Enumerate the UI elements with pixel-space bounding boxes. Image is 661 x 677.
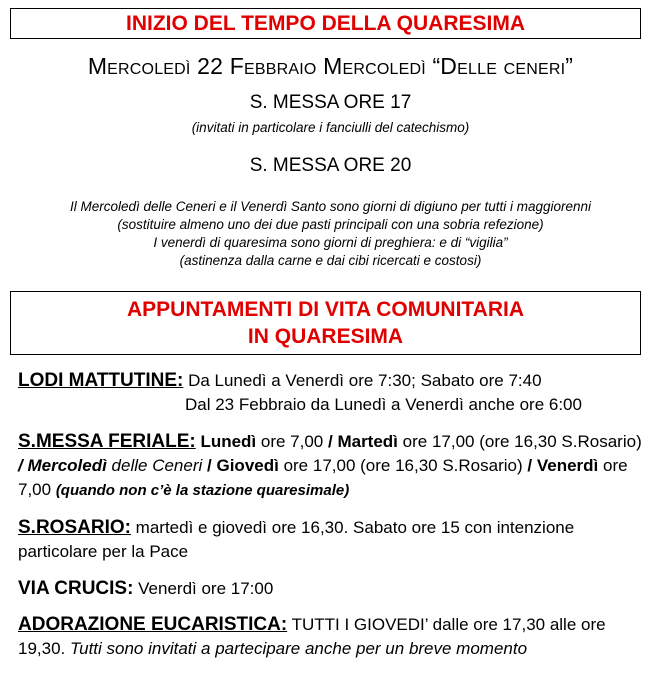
day-lunedi: Lunedì [200, 432, 257, 451]
header-lent-start: INIZIO DEL TEMPO DELLA QUARESIMA [125, 12, 525, 35]
feriale-text: ore 17,00 (ore 16,30 S.Rosario) [397, 432, 642, 451]
mass-20: S. MESSA ORE 20 [249, 155, 412, 176]
lodi-line1: Da Lunedì a Venerdì ore 7:30; Sabato ore 7:40 [183, 371, 542, 390]
rosario-label: S.ROSARIO: [18, 517, 131, 538]
adorazione-label: ADORAZIONE EUCARISTICA: [18, 614, 288, 635]
separator: / [207, 456, 212, 475]
feriale-text: ore 7,00 [18, 456, 628, 499]
ceneri-text: delle Ceneri [106, 456, 203, 475]
fasting-line: (astinenza dalla carne e dai cibi ricercati e costosi) [179, 253, 482, 268]
section-feriale [18, 430, 643, 503]
header-box-community [10, 291, 641, 355]
fasting-line: I venerdì di quaresima sono giorni di preghiera: e di “vigilia” [153, 235, 508, 250]
day-martedi: Martedì [337, 432, 398, 451]
adorazione-italic: Tutti sono invitati a partecipare anche per un breve momento [70, 639, 528, 658]
feriale-text: ore 7,00 [256, 432, 328, 451]
day-venerdi: Venerdì [536, 456, 599, 475]
day-giovedi: Giovedì [216, 456, 279, 475]
section-via-crucis [18, 577, 643, 601]
rosario-text: martedì e giovedì ore 16,30. Sabato ore 15 con intenzione particolare per la Pace [18, 518, 575, 561]
via-crucis-label: VIA CRUCIS: [18, 578, 134, 599]
fasting-line: (sostituire almeno uno dei due pasti principali con una sobria refezione) [117, 217, 544, 232]
via-crucis-text: Venerdì ore 17:00 [133, 579, 274, 598]
section-rosario [18, 516, 643, 564]
date-line: Mercoledì 22 Febbraio Mercoledì “Delle ceneri” [87, 53, 574, 79]
header-community-line2: IN QUARESIMA [247, 325, 404, 348]
header-community-line1: APPUNTAMENTI DI VITA COMUNITARIA [126, 298, 525, 321]
mass-17: S. MESSA ORE 17 [249, 92, 412, 113]
separator: / [527, 456, 533, 475]
feriale-label: S.MESSA FERIALE: [18, 431, 196, 452]
lodi-line2: Dal 23 Febbraio da Lunedì a Venerdì anche ore 6:00 [185, 395, 582, 414]
section-adorazione [18, 613, 643, 661]
separator: / [327, 432, 333, 451]
feriale-note: (quando non c’è la stazione quaresimale) [55, 482, 350, 499]
adorazione-text: TUTTI I GIOVEDI’ dalle ore 17,30 alle ore 19,30. [18, 615, 606, 658]
header-box-lent-start [10, 8, 641, 39]
fasting-paragraph [0, 198, 661, 270]
feriale-text: ore 17,00 (ore 16,30 S.Rosario) [278, 456, 528, 475]
day-mercoledi: Mercoledì [27, 456, 107, 475]
separator: / [18, 456, 23, 475]
mass-17-note: (invitati in particolare i fanciulli del catechismo) [191, 120, 470, 135]
section-lodi [18, 369, 643, 417]
lodi-label: LODI MATTUTINE: [18, 370, 184, 391]
fasting-line: Il Mercoledì delle Ceneri e il Venerdì Santo sono giorni di digiuno per tutti i maggiorenni [69, 199, 592, 214]
